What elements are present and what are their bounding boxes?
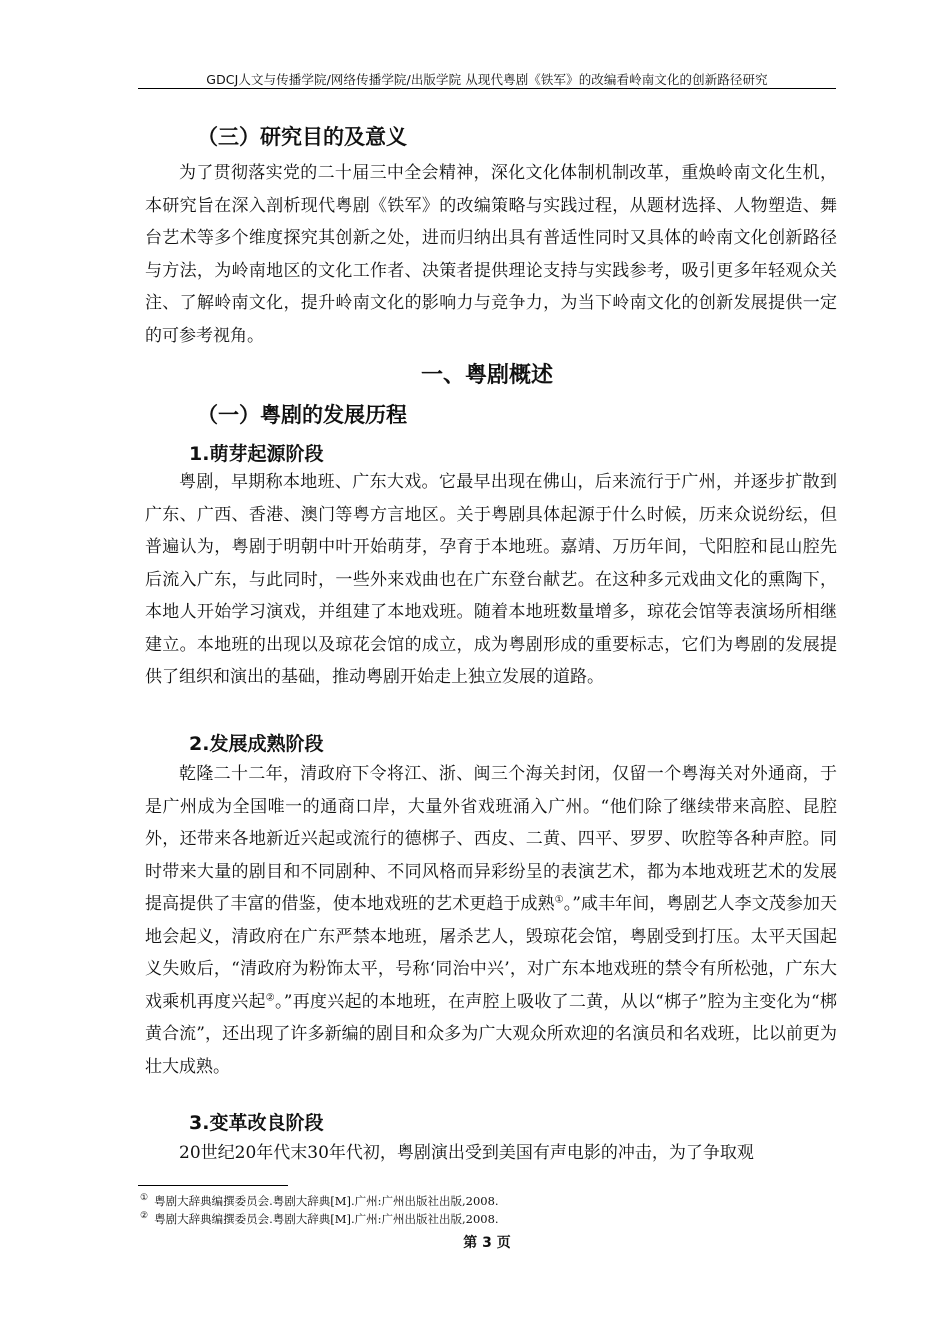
section-heading-development-history: （一）粤剧的发展历程 bbox=[197, 403, 407, 427]
footnote-ref-2[interactable]: ② bbox=[265, 991, 276, 1003]
paragraph-maturity-text-b: 。”咸丰年间，粤剧艺人李文茂参加天地会起义，清政府在广东严禁本地班，屠杀艺人，毁琼花会馆，粤剧受到打压。太平天国起义失败后，“清政府为粉饰太平，号称‘同治中兴’，对广东本地戏班的禁令有所松弛，广东大戏乘机再度兴起 bbox=[145, 894, 837, 1012]
footnote-2 bbox=[140, 1211, 830, 1227]
footnote-2-mark: ② bbox=[140, 1211, 149, 1222]
page-number: 第 3 页 bbox=[463, 1235, 511, 1251]
header-divider bbox=[138, 88, 836, 89]
chapter-heading-cantonese-opera-overview: 一、粤剧概述 bbox=[420, 363, 553, 388]
running-header: GDCJ人文与传播学院/网络传播学院/出版学院 从现代粤剧《铁军》的改编看岭南文化的创新路径研究 bbox=[206, 72, 768, 87]
footnote-1 bbox=[140, 1193, 830, 1209]
footnote-2-text: 粤剧大辞典编撰委员会.粤剧大辞典[M].广州:广州出版社出版,2008. bbox=[154, 1212, 499, 1226]
paragraph-maturity-text-a: 乾隆二十二年，清政府下令将江、浙、闽三个海关封闭，仅留一个粤海关对外通商，于是广州成为全国唯一的通商口岸，大量外省戏班涌入广州。“他们除了继续带来高腔、昆腔外，还带来各地新近兴起或流行的德梆子、西皮、二黄、四平、罗罗、吹腔等各种声腔。同时带来大量的剧目和不同剧种、不同风格而异彩纷呈的表演艺术，都为本地戏班艺术的发展提高提供了丰富的借鉴，使本地戏班的艺术更趋于成熟 bbox=[145, 764, 837, 914]
paragraph-maturity-stage bbox=[145, 758, 837, 1083]
footnote-1-mark: ① bbox=[140, 1193, 149, 1204]
subheading-reform-stage: 3.变革改良阶段 bbox=[189, 1112, 324, 1134]
footnote-ref-1[interactable]: ① bbox=[554, 894, 564, 906]
paragraph-research-purpose: 为了贯彻落实党的二十届三中全会精神，深化文化体制机制改革，重焕岭南文化生机，本研究旨在深入剖析现代粤剧《铁军》的改编策略与实践过程，从题材选择、人物塑造、舞台艺术等多个维度探究其创新之处，进而归纳出具有普适性同时又具体的岭南文化创新路径与方法，为岭南地区的文化工作者、决策者提供理论支持与实践参考，吸引更多年轻观众关注、了解岭南文化，提升岭南文化的影响力与竞争力，为当下岭南文化的创新发展提供一定的可参考视角。 bbox=[145, 163, 837, 346]
subheading-maturity-stage: 2.发展成熟阶段 bbox=[189, 733, 324, 755]
footnote-1-text: 粤剧大辞典编撰委员会.粤剧大辞典[M].广州:广州出版社出版,2008. bbox=[154, 1194, 499, 1208]
paragraph-origin-stage: 粤剧，早期称本地班、广东大戏。它最早出现在佛山，后来流行于广州，并逐步扩散到广东、广西、香港、澳门等粤方言地区。关于粤剧具体起源于什么时候，历来众说纷纭，但普遍认为，粤剧于明朝中叶开始萌芽，孕育于本地班。嘉靖、万历年间，弋阳腔和昆山腔先后流入广东，与此同时，一些外来戏曲也在广东登台献艺。在这种多元戏曲文化的熏陶下，本地人开始学习演戏，并组建了本地戏班。随着本地班数量增多，琼花会馆等表演场所相继建立。本地班的出现以及琼花会馆的成立，成为粤剧形成的重要标志，它们为粤剧的发展提供了组织和演出的基础，推动粤剧开始走上独立发展的道路。 bbox=[145, 472, 837, 687]
paragraph-reform-stage: 20世纪20年代末30年代初，粤剧演出受到美国有声电影的冲击，为了争取观 bbox=[179, 1143, 754, 1163]
section-heading-research-purpose: （三）研究目的及意义 bbox=[197, 125, 407, 149]
paragraph-maturity-text-c: 。”再度兴起的本地班，在声腔上吸收了二黄，从以“梆子”腔为主变化为“梆黄合流”，还出现了许多新编的剧目和众多为广大观众所欢迎的名演员和名戏班，比以前更为壮大成熟。 bbox=[145, 991, 838, 1077]
subheading-origin-stage: 1.萌芽起源阶段 bbox=[189, 443, 324, 465]
footnote-divider bbox=[138, 1185, 288, 1186]
